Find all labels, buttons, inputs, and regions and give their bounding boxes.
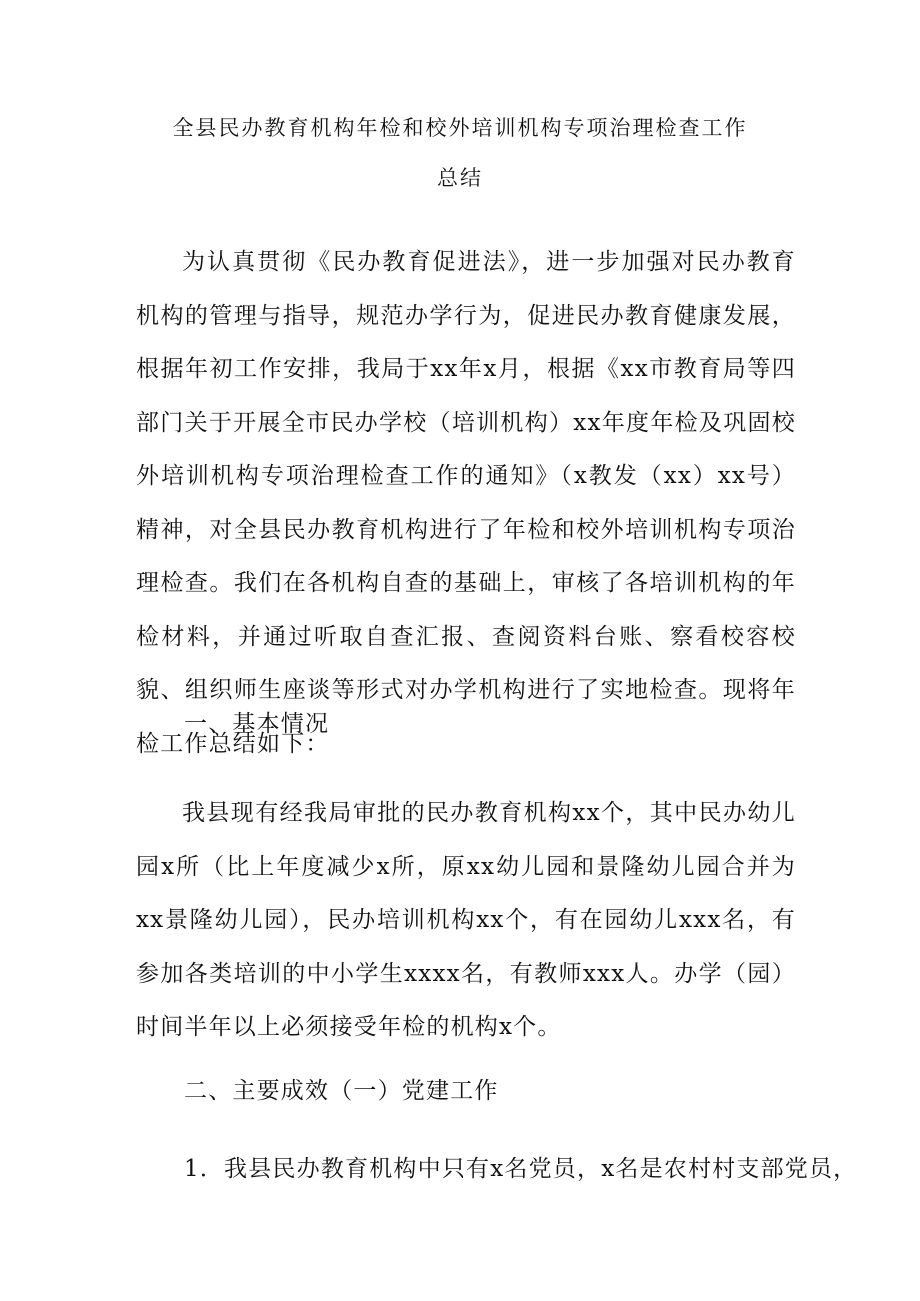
- section-heading-basic-situation: 一、基本情况: [184, 711, 330, 737]
- list-item-1: 1．我县民办教育机构中只有x名党员，x名是农村村支部党员，: [184, 1156, 858, 1182]
- document-title-line1: 全县民办教育机构年检和校外培训机构专项治理检查工作: [172, 116, 748, 140]
- intro-paragraph: 为认真贯彻《民办教育促进法》，进一步加强对民办教育机构的管理与指导，规范办学行为，促进民办教育健康发展，根据年初工作安排，我局于xx年x月，根据《xx市教育局等四部门关于开展全市民办学校（培训机构）xx年度年检及巩固校外培训机构专项治理检查工作的通知》（x教发（xx）xx号）精神，对全县民办教育机构进行了年检和校外培训机构专项治理检查。我们在各机构自查的基础上，审核了各培训机构的年检材料，并通过听取自查汇报、查阅资料台账、察看校容校貌、组织师生座谈等形式对办学机构进行了实地检查。现将年检工作总结如下：: [136, 249, 796, 757]
- section-heading-main-achievements: 二、主要成效（一）党建工作: [184, 1078, 499, 1104]
- basic-situation-paragraph: 我县现有经我局审批的民办教育机构xx个，其中民办幼儿园x所（比上年度减少x所，原xx幼儿园和景隆幼儿园合并为xx景隆幼儿园），民办培训机构xx个，有在园幼儿xxx名，有参加各类培训的中小学生xxxx名，有教师xxx人。办学（园）时间半年以上必须接受年检的机构x个。: [136, 800, 796, 1040]
- document-title-line2: 总结: [437, 166, 483, 190]
